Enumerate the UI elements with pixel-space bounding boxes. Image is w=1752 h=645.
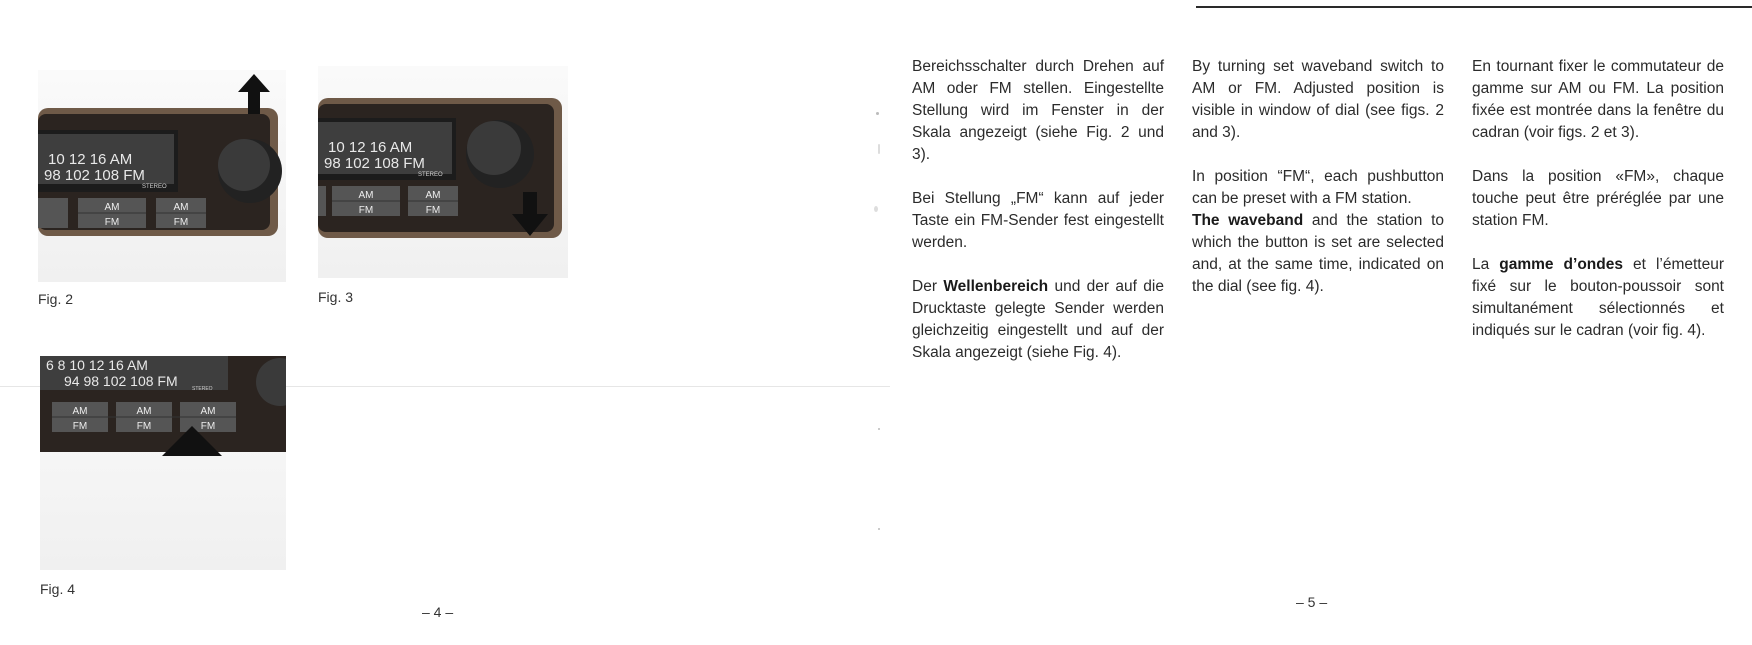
car-radio-illustration — [318, 66, 568, 278]
preset-keys — [52, 402, 236, 432]
stereo-label: STEREO — [192, 386, 213, 392]
key-label: AM — [136, 406, 152, 417]
page-number-right: – 5 – — [1296, 594, 1328, 610]
key-label: AM — [425, 190, 441, 201]
dial-row2: 98 102 108 FM — [324, 155, 425, 172]
english-paragraph-1: By turning set waveband switch to AM or FM. Adjusted position is visible in window of dial (see figs. 2 and 3). — [1192, 58, 1444, 141]
key-label: FM — [72, 421, 88, 432]
german-paragraph-2: Bei Stellung „FM“ kann auf jeder Taste ein FM-Sender fest eingestellt werden. — [912, 190, 1164, 251]
dial-row1: 6 8 10 12 16 AM — [46, 357, 148, 373]
french-paragraph-2: Dans la position «FM», chaque touche peut être préréglée par une station FM. — [1472, 168, 1724, 229]
german-column — [912, 56, 1164, 386]
key-label: FM — [173, 217, 189, 228]
fig2-photo — [38, 70, 286, 282]
key-label: FM — [200, 421, 216, 432]
car-radio-illustration — [38, 70, 286, 282]
dial-row2: 98 102 108 FM — [44, 167, 145, 184]
dial-row2: 94 98 102 108 FM — [64, 373, 178, 389]
english-paragraph-3: The waveband and the station to which the button is set are selected and, at the same time, indicated on the dial (see fig. 4). — [1192, 212, 1444, 295]
key-label: FM — [136, 421, 152, 432]
key-label: AM — [173, 202, 189, 213]
french-paragraph-1: En tournant fixer le commutateur de gamme sur AM ou FM. La position fixée est montrée dans la fenêtre du cadran (voir figs. 2 et 3). — [1472, 58, 1724, 141]
fig3-caption: Fig. 3 — [318, 289, 354, 305]
key-label: FM — [358, 205, 374, 216]
fig2-caption: Fig. 2 — [38, 291, 74, 307]
english-column — [1192, 56, 1444, 320]
key-label: FM — [104, 217, 120, 228]
dial-row1: 10 12 16 AM — [48, 151, 133, 168]
stereo-label: STEREO — [418, 172, 443, 178]
french-paragraph-3: La gamme d’ondes et l’émetteur fixé sur le bouton-poussoir sont simultanément sélectionnés et indiqués sur le cadran (voir fig. 4). — [1472, 256, 1724, 339]
top-rule — [1196, 6, 1752, 8]
fig4-caption: Fig. 4 — [40, 581, 76, 597]
key-label: FM — [425, 205, 441, 216]
german-paragraph-3: Der Wellenbereich und der auf die Drucktaste gelegte Sender werden gleichzeitig eingestellt und auf der Skala angezeigt (siehe Fig. 4). — [912, 278, 1164, 361]
german-paragraph-1: Bereichsschalter durch Drehen auf AM oder FM stellen. Eingestellte Stellung wird im Fenster in der Skala angezeigt (siehe Fig. 2 und 3). — [912, 58, 1164, 163]
fig3-photo — [318, 66, 568, 278]
car-radio-illustration — [40, 356, 286, 570]
key-label: AM — [104, 202, 120, 213]
key-label: AM — [358, 190, 374, 201]
french-column — [1472, 56, 1724, 364]
page-number-left: – 4 – — [422, 604, 454, 620]
fig4-photo — [40, 356, 286, 570]
key-label: AM — [72, 406, 88, 417]
stereo-label: STEREO — [142, 184, 167, 190]
english-paragraph-2: In position “FM“, each pushbutton can be preset with a FM station. — [1192, 168, 1444, 207]
dial-row1: 10 12 16 AM — [328, 139, 413, 156]
preset-keys — [318, 186, 458, 216]
preset-keys — [38, 198, 206, 228]
key-label: AM — [200, 406, 216, 417]
